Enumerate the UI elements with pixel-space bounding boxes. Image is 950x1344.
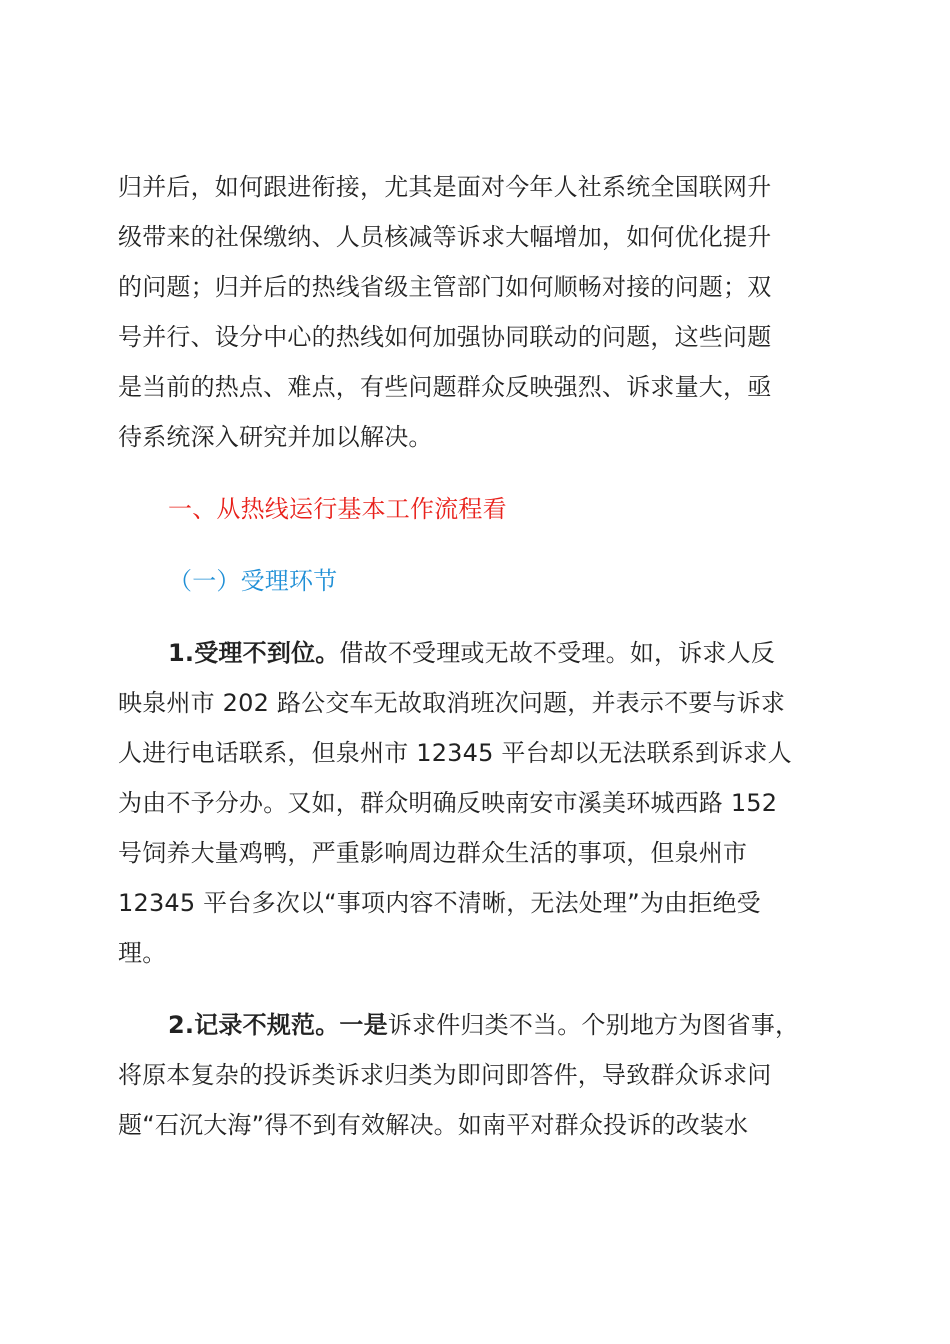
item1-first-line-text: 借故不受理或无故不受理。如，诉求人反 <box>339 639 776 667</box>
intro-line-2: 级带来的社保缴纳、人员核减等诉求大幅增加，如何优化提升 <box>118 223 772 251</box>
item1-line-2: 映泉州市 202 路公交车无故取消班次问题，并表示不要与诉求 <box>118 689 786 717</box>
item2-line-3: 题“石沉大海”得不到有效解决。如南平对群众投诉的改装水 <box>118 1111 749 1139</box>
item2-subtitle: 一是 <box>339 1011 388 1039</box>
item1-line-5: 号饲养大量鸡鸭，严重影响周边群众生活的事项，但泉州市 <box>118 839 748 867</box>
item2-first-line <box>168 1010 799 1040</box>
intro-line-3: 的问题；归并后的热线省级主管部门如何顺畅对接的问题；双 <box>118 273 772 301</box>
section-heading: 一、从热线运行基本工作流程看 <box>168 495 507 523</box>
item1-line-4: 为由不予分办。又如，群众明确反映南安市溪美环城西路 152 <box>118 789 778 817</box>
item1-first-line <box>168 638 775 668</box>
item2-title: 2.记录不规范。 <box>168 1011 340 1039</box>
intro-line-4: 号并行、设分中心的热线如何加强协同联动的问题，这些问题 <box>118 323 772 351</box>
item2-first-line-text: 诉求件归类不当。个别地方为图省事， <box>387 1011 800 1039</box>
intro-line-5: 是当前的热点、难点，有些问题群众反映强烈、诉求量大，亟 <box>118 373 772 401</box>
intro-line-6: 待系统深入研究并加以解决。 <box>118 423 433 451</box>
intro-line-1: 归并后，如何跟进衔接，尤其是面对今年人社系统全国联网升 <box>118 173 772 201</box>
item1-line-7: 理。 <box>118 939 167 967</box>
item1-line-6: 12345 平台多次以“事项内容不清晰，无法处理”为由拒绝受 <box>118 889 761 917</box>
item2-line-2: 将原本复杂的投诉类诉求归类为即问即答件，导致群众诉求问 <box>118 1061 772 1089</box>
item1-line-3: 人进行电话联系，但泉州市 12345 平台却以无法联系到诉求人 <box>118 739 792 767</box>
item1-title: 1.受理不到位。 <box>168 639 340 667</box>
subsection-heading: （一）受理环节 <box>168 567 338 595</box>
